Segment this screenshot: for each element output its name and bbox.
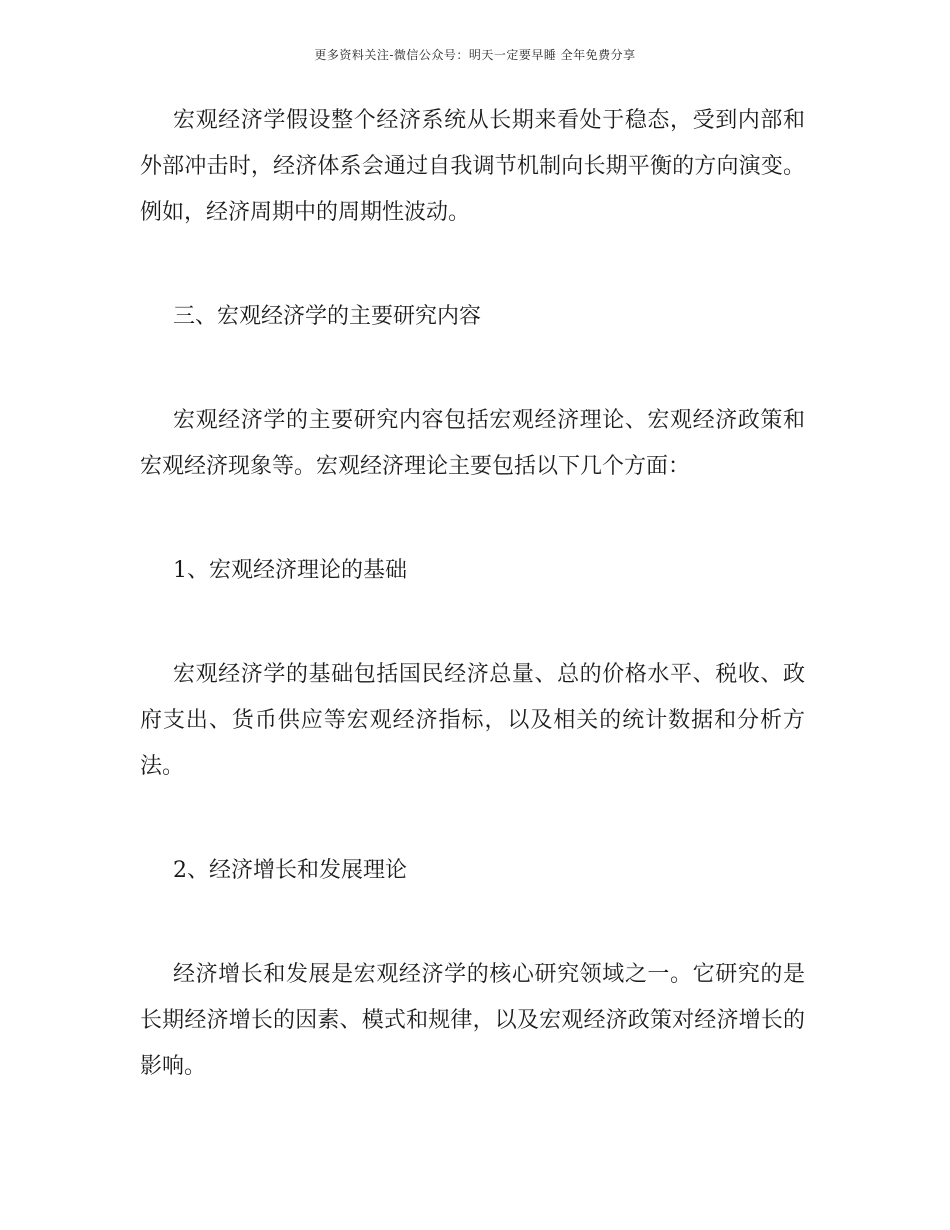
page-header: 更多资料关注-微信公众号：明天一定要早睡 全年免费分享 xyxy=(314,48,636,62)
document-body xyxy=(140,98,805,1090)
paragraph-growth: 经济增长和发展是宏观经济学的核心研究领域之一。它研究的是长期经济增长的因素、模式和规律，以及宏观经济政策对经济增长的影响。 xyxy=(140,962,805,1079)
subheading-1: 1、宏观经济理论的基础 xyxy=(173,558,407,583)
paragraph-foundations: 宏观经济学的基础包括国民经济总量、总的价格水平、税收、政府支出、货币供应等宏观经济指标，以及相关的统计数据和分析方法。 xyxy=(140,662,805,779)
paragraph-steady-state: 宏观经济学假设整个经济系统从长期来看处于稳态，受到内部和外部冲击时，经济体系会通过自我调节机制向长期平衡的方向演变。例如，经济周期中的周期性波动。 xyxy=(140,108,805,225)
paragraph-research-content: 宏观经济学的主要研究内容包括宏观经济理论、宏观经济政策和宏观经济现象等。宏观经济理论主要包括以下几个方面： xyxy=(140,408,805,479)
section-heading-3: 三、宏观经济学的主要研究内容 xyxy=(173,304,482,329)
subheading-2: 2、经济增长和发展理论 xyxy=(173,858,407,883)
